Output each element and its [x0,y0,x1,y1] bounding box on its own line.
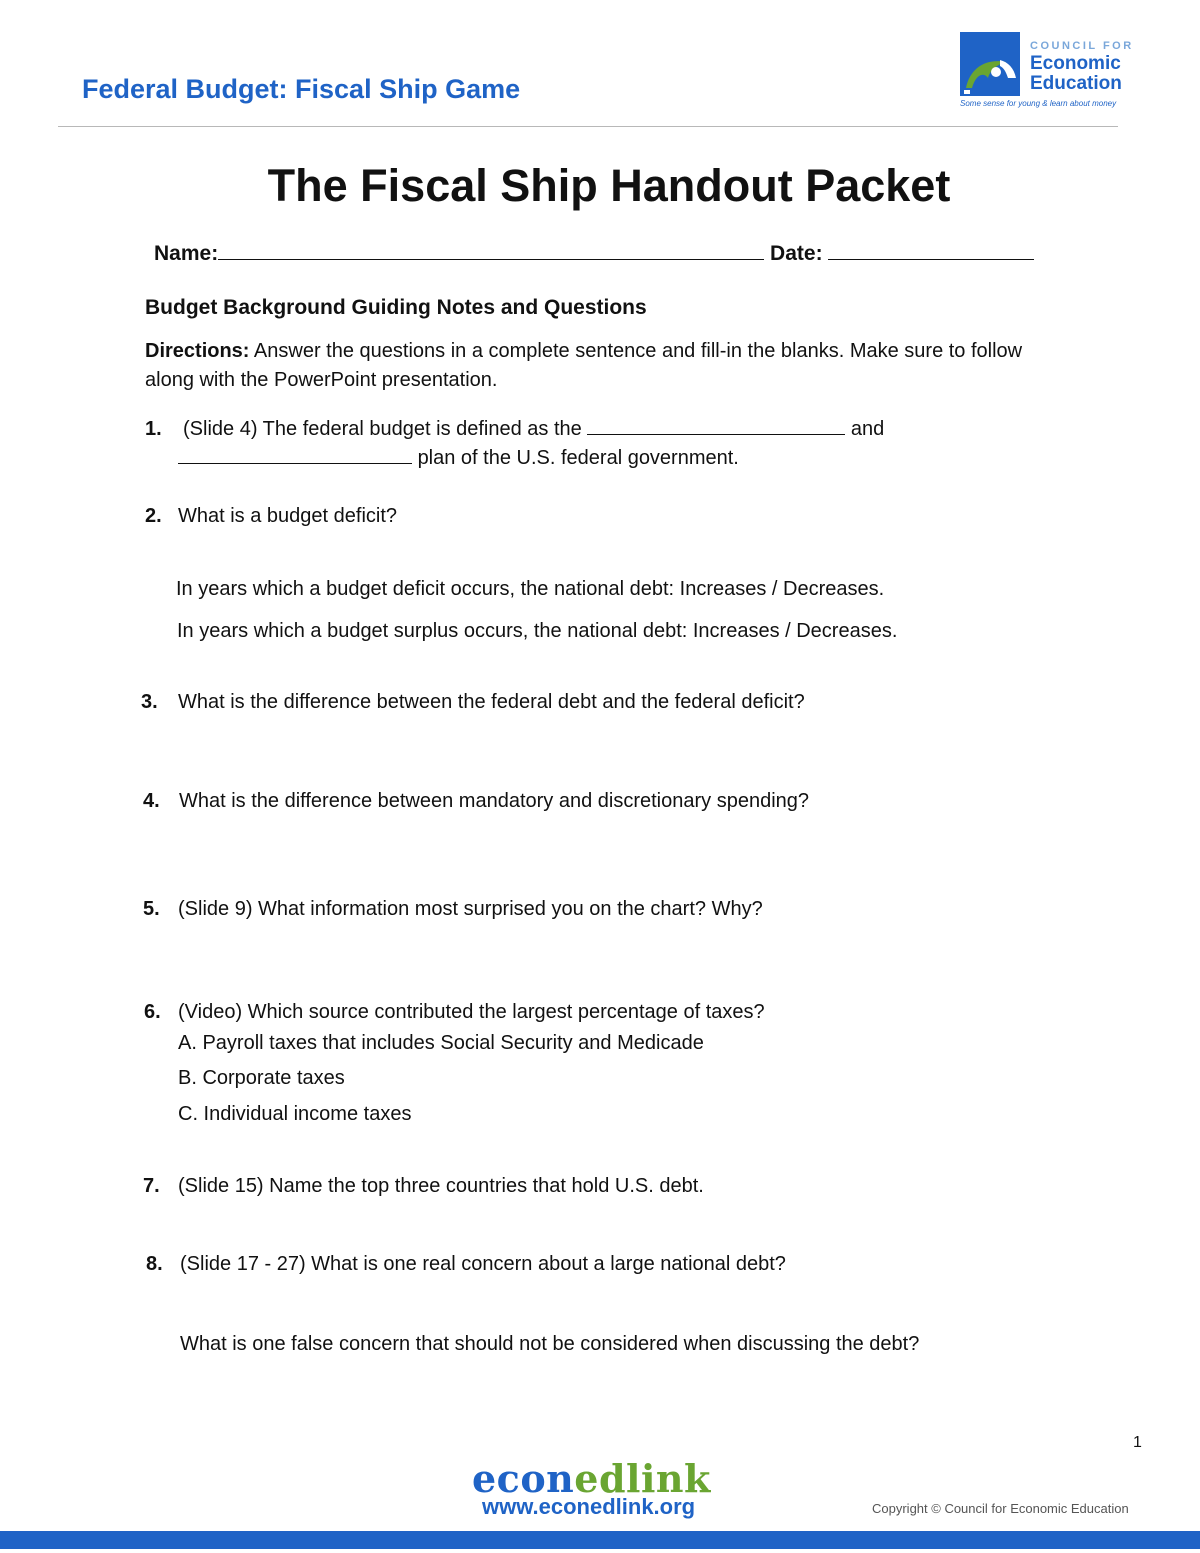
question-number: 7. [143,1175,160,1197]
directions-label: Directions: [145,340,250,362]
header-divider [58,126,1118,127]
question-1-line1: (Slide 4) The federal budget is defined as the and [183,418,885,440]
question-4-text: What is the difference between mandatory and discretionary spending? [179,790,810,812]
econedlink-logo-part1: econ [472,1456,575,1501]
document-title: The Fiscal Ship Handout Packet [267,160,951,211]
econedlink-logo-part2: edlink [574,1456,711,1501]
econedlink-url[interactable]: www.econedlink.org [482,1494,696,1519]
bottom-bar [0,1531,1200,1549]
question-number: 2. [145,505,162,527]
section-heading: Budget Background Guiding Notes and Questions [145,296,647,319]
directions [145,337,1045,395]
question-6-option-c: C. Individual income taxes [178,1103,412,1125]
directions-text: Answer the questions in a complete sentence and fill-in the blanks. Make sure to follow along with the PowerPoint presentation. [145,340,1023,391]
question-6-option-b: B. Corporate taxes [178,1067,345,1089]
question-number: 4. [143,790,160,812]
name-blank[interactable] [218,258,764,260]
name-field[interactable] [154,242,1034,266]
logo-economic: Economic [1030,53,1121,74]
question-1-blank-2[interactable] [178,462,412,464]
question-8-followup: What is one false concern that should not be considered when discussing the debt? [180,1333,920,1355]
cee-logo [960,32,1134,112]
logo-tagline: Some sense for young & learn about money [960,99,1117,108]
copyright-notice: Copyright © Council for Economic Education [872,1501,1129,1516]
header-title: Federal Budget: Fiscal Ship Game [82,74,521,104]
question-1-line2: plan of the U.S. federal government. [178,447,739,470]
question-number: 1. [145,418,162,440]
page-number: 1 [1133,1434,1142,1451]
logo-education: Education [1030,73,1122,94]
cee-logo-mark-icon [960,32,1020,96]
question-7-text: (Slide 15) Name the top three countries that hold U.S. debt. [178,1175,704,1197]
date-label: Date: [770,242,823,265]
question-number: 8. [146,1253,163,1275]
question-2-deficit-statement: In years which a budget deficit occurs, the national debt: Increases / Decreases. [176,578,885,600]
question-5-text: (Slide 9) What information most surprised you on the chart? Why? [178,898,763,920]
question-2-text: What is a budget deficit? [178,505,398,527]
question-number: 6. [144,1001,161,1023]
logo-council-for: COUNCIL FOR [1030,40,1134,52]
name-label: Name: [154,242,219,265]
question-number: 5. [143,898,160,920]
date-blank[interactable] [828,258,1034,260]
question-1-blank-1[interactable] [587,433,845,435]
question-2-surplus-statement: In years which a budget surplus occurs, the national debt: Increases / Decreases. [177,620,898,642]
question-6-text: (Video) Which source contributed the largest percentage of taxes? [178,1001,765,1023]
question-number: 3. [141,691,158,713]
question-6-option-a: A. Payroll taxes that includes Social Security and Medicade [178,1032,704,1054]
cee-logo-mark [960,32,1020,96]
question-8-text: (Slide 17 - 27) What is one real concern about a large national debt? [180,1253,786,1275]
question-3-text: What is the difference between the federal debt and the federal deficit? [178,691,805,713]
